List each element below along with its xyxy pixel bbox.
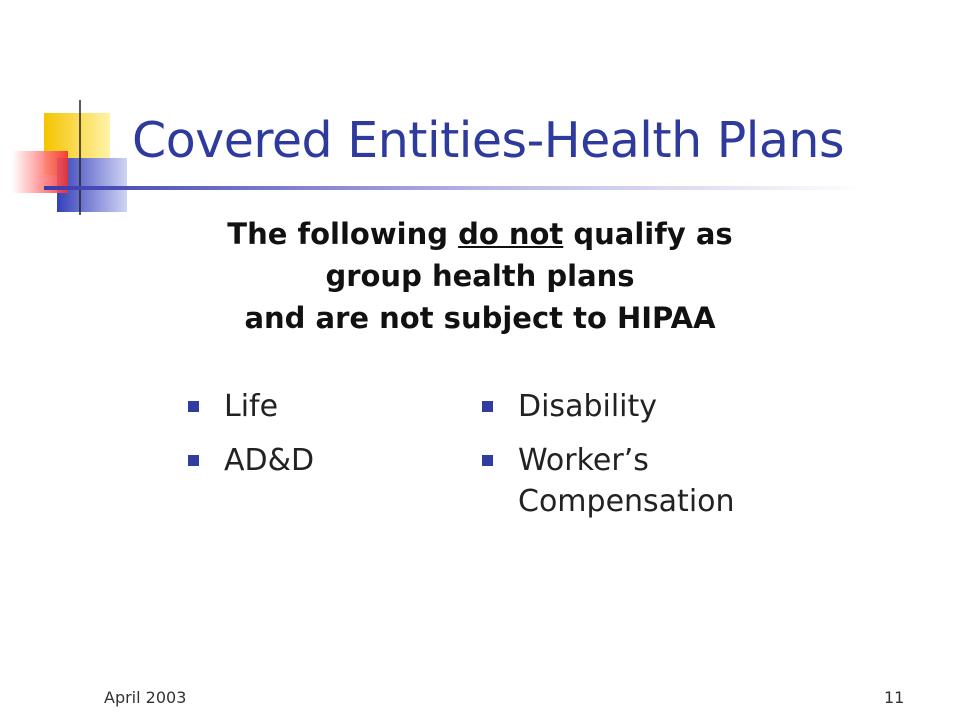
bullet-label: Worker’s Compensation [518, 443, 735, 519]
subtitle-prefix: The following [227, 217, 459, 251]
subtitle-line-1 [150, 213, 810, 255]
footer-date: April 2003 [104, 688, 187, 707]
square-bullet-icon [482, 401, 493, 412]
bullet-item-add [188, 440, 438, 481]
square-bullet-icon [188, 401, 199, 412]
right-bullet-list [482, 386, 802, 535]
subtitle-line-3: and are not subject to HIPAA [244, 301, 716, 335]
subtitle-line-2: group health plans [325, 259, 635, 293]
bullet-label: Life [224, 389, 279, 424]
slide-number: 11 [884, 688, 905, 707]
square-bullet-icon [482, 455, 493, 466]
square-bullet-icon [188, 455, 199, 466]
bullet-item-disability [482, 386, 802, 427]
bullet-item-workers-compensation [482, 440, 798, 522]
bullet-item-life [188, 386, 438, 427]
bullet-label: AD&D [224, 443, 315, 478]
slide-title: Covered Entities-Health Plans [132, 112, 845, 169]
bullet-label: Disability [518, 389, 658, 424]
decorative-squares-logo-icon [0, 0, 140, 230]
subtitle-suffix: qualify as [563, 217, 733, 251]
subtitle [150, 213, 810, 339]
title-divider [44, 186, 864, 190]
subtitle-emphasis: do not [458, 217, 564, 251]
left-bullet-list [188, 386, 438, 494]
